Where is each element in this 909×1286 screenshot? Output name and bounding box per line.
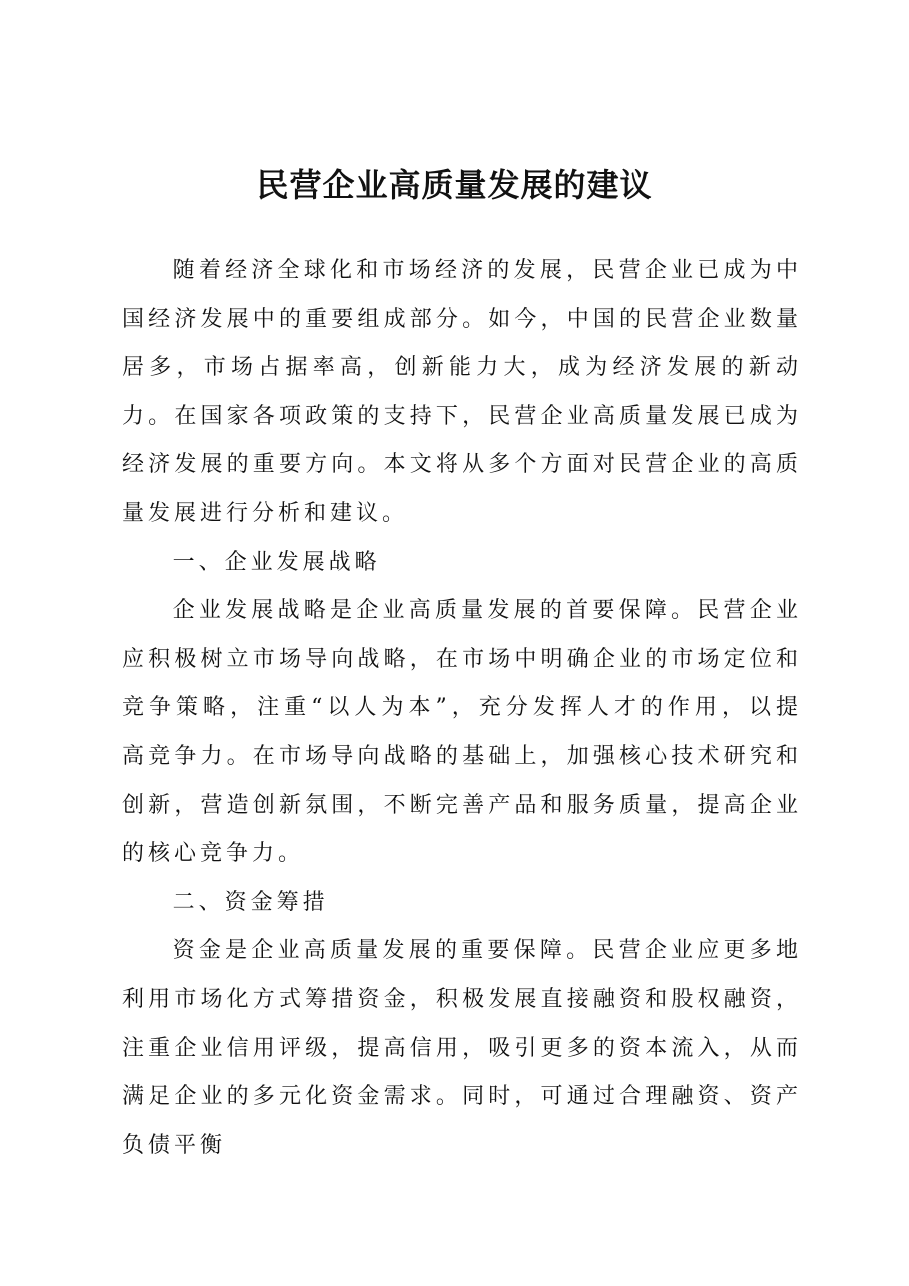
document-title: 民营企业高质量发展的建议 [256, 166, 653, 204]
document-body [122, 247, 802, 1170]
strategy-paragraph: 企业发展战略是企业高质量发展的首要保障。民营企业应积极树立市场导向战略，在市场中明确企业的市场定位和竞争策略，注重“以人为本”，充分发挥人才的作用，以提高竞争力。在市场导向战略的基础上，加强核心技术研究和创新，营造创新氛围，不断完善产品和服务质量，提高企业的核心竞争力。 [122, 598, 802, 867]
section-heading-strategy: 一、企业发展战略 [172, 549, 381, 575]
section-heading-funding: 二、资金筹措 [172, 889, 329, 915]
funding-paragraph: 资金是企业高质量发展的重要保障。民营企业应更多地利用市场化方式筹措资金，积极发展直接融资和股权融资，注重企业信用评级，提高信用，吸引更多的资本流入，从而满足企业的多元化资金需求。同时，可通过合理融资、资产负债平衡 [122, 938, 802, 1158]
intro-paragraph: 随着经济全球化和市场经济的发展，民营企业已成为中国经济发展中的重要组成部分。如今，中国的民营企业数量居多，市场占据率高，创新能力大，成为经济发展的新动力。在国家各项政策的支持下，民营企业高质量发展已成为经济发展的重要方向。本文将从多个方面对民营企业的高质量发展进行分析和建议。 [122, 258, 802, 526]
